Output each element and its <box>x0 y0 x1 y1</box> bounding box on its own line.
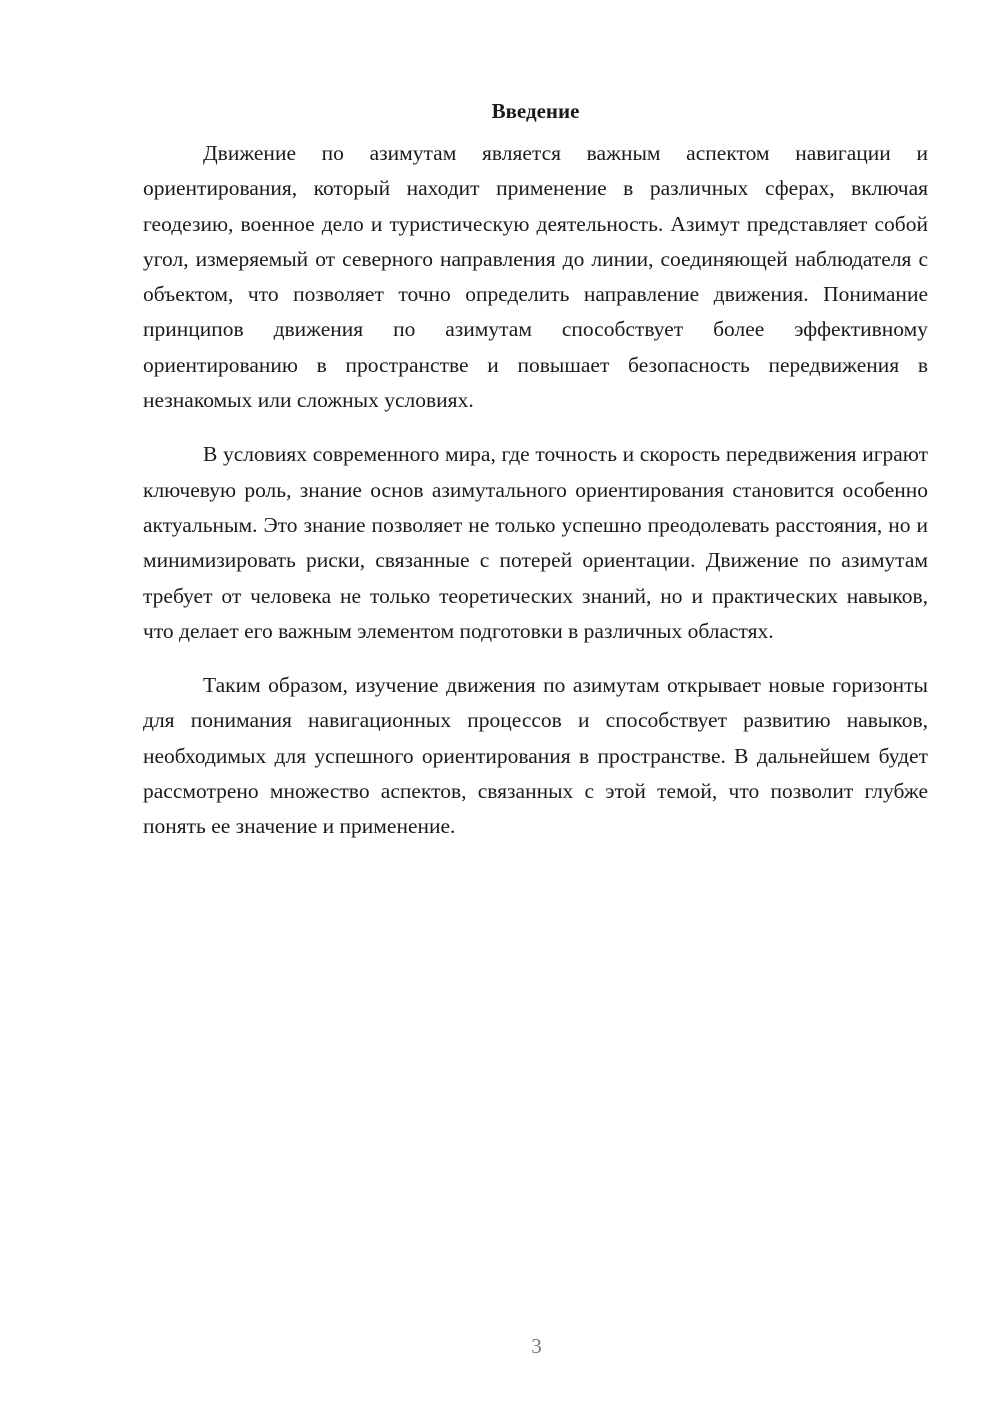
paragraph-1: Движение по азимутам является важным аспектом навигации и ориентирования, который находит применение в различных сферах, включая геодезию, военное дело и туристическую деятельность. Азимут представляет собой угол, измеряемый от северного направления до линии, соединяющей наблюдателя с объектом, что позволяет точно определить направление движения. Понимание принципов движения по азимутам способствует более эффективному ориентированию в пространстве и повышает безопасность передвижения в незнакомых или сложных условиях. <box>143 141 928 413</box>
paragraph-2: В условиях современного мира, где точность и скорость передвижения играют ключевую роль, знание основ азимутального ориентирования становится особенно актуальным. Это знание позволяет не только успешно преодолевать расстояния, но и минимизировать риски, связанные с потерей ориентации. Движение по азимутам требует от человека не только теоретических знаний, но и практических навыков, что делает его важным элементом подготовки в различных областях. <box>143 442 928 643</box>
section-heading: Введение <box>491 99 580 123</box>
paragraph-3: Таким образом, изучение движения по азимутам открывает новые горизонты для понимания навигационных процессов и способствует развитию навыков, необходимых для успешного ориентирования в пространстве. В дальнейшем будет рассмотрено множество аспектов, связанных с этой темой, что позволит глубже понять ее значение и применение. <box>143 673 928 839</box>
page-number: 3 <box>531 1334 542 1358</box>
page-content <box>143 94 928 845</box>
